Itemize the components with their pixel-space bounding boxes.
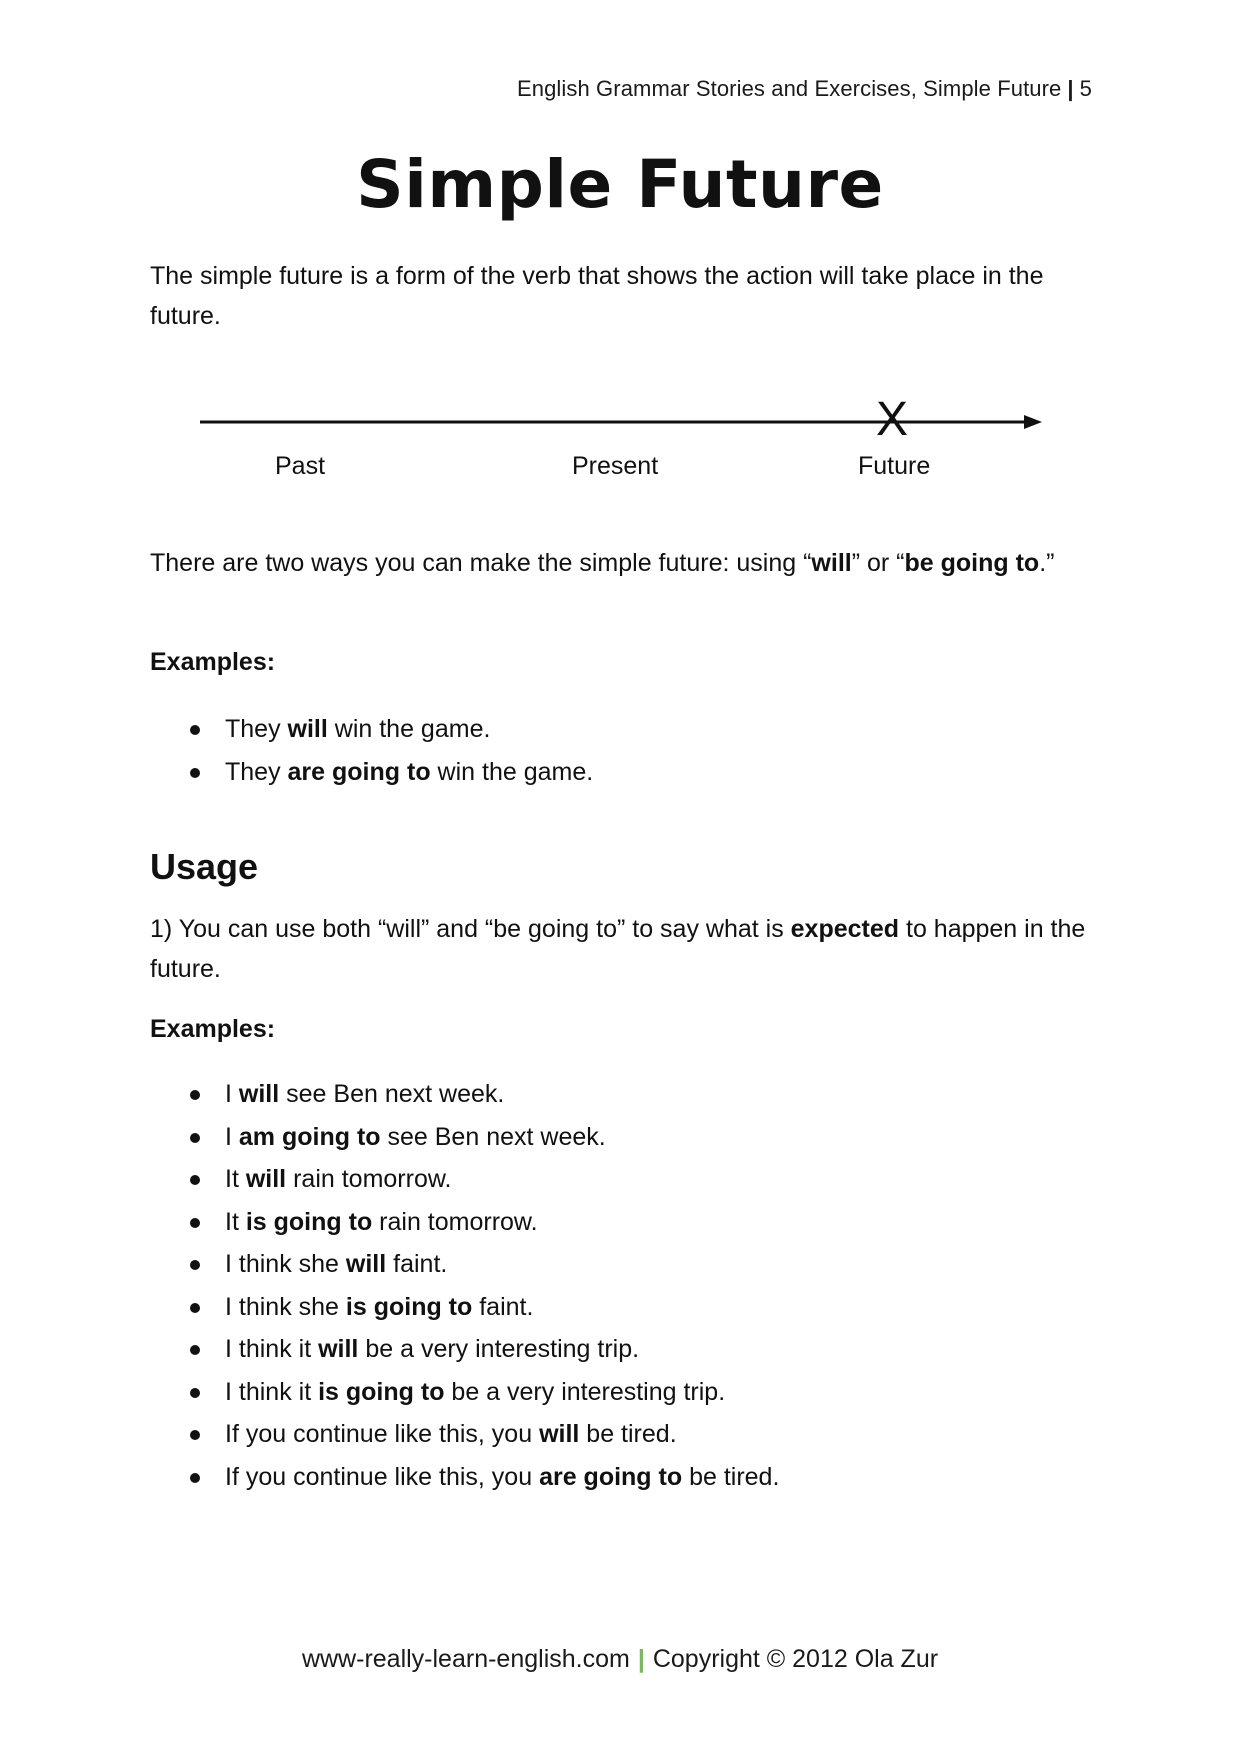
timeline-diagram [0, 390, 1240, 500]
examples-label: Examples: [150, 1015, 276, 1043]
page-header [517, 76, 1092, 102]
keyword-be-going-to: be going to [904, 549, 1040, 577]
timeline-label-present: Present [572, 452, 659, 480]
usage-paragraph: 1) You can use both “will” and “be going to” to say what is expected to happen in the future. [150, 915, 1086, 983]
list-item: It will rain tomorrow. [150, 1158, 779, 1201]
list-item: I think she will faint. [150, 1243, 779, 1286]
list-item: I think she is going to faint. [150, 1286, 779, 1329]
timeline-marker: X [876, 393, 909, 446]
list-item: They are going to win the game. [150, 751, 593, 794]
list-item: I am going to see Ben next week. [150, 1116, 779, 1159]
header-separator: | [1067, 76, 1074, 101]
list-item: I think it will be a very interesting trip. [150, 1328, 779, 1371]
intro-paragraph: The simple future is a form of the verb that shows the action will take place in the future. [150, 262, 1044, 330]
list-item: If you continue like this, you will be tired. [150, 1413, 779, 1456]
header-text: English Grammar Stories and Exercises, Simple Future [516, 76, 1062, 101]
page-number: 5 [1079, 76, 1092, 101]
list-item: I will see Ben next week. [150, 1073, 779, 1116]
timeline-label-future: Future [858, 452, 931, 480]
page-title: Simple Future [356, 146, 884, 223]
timeline-label-past: Past [275, 452, 326, 480]
examples-list-1 [150, 708, 593, 793]
page-footer [0, 1645, 1240, 1674]
list-item: If you continue like this, you are going to be tired. [150, 1456, 779, 1499]
examples-label: Examples: [150, 648, 276, 676]
footer-copyright: Copyright © 2012 Ola Zur [652, 1645, 939, 1673]
timeline-arrowhead [1024, 415, 1042, 429]
keyword-will: will [811, 549, 852, 577]
list-item: I think it is going to be a very interesting trip. [150, 1371, 779, 1414]
list-item: They will win the game. [150, 708, 593, 751]
usage-heading: Usage [150, 846, 259, 887]
footer-site-link[interactable]: www-really-learn-english.com [301, 1645, 630, 1673]
ways-paragraph: There are two ways you can make the simple future: using “will” or “be going to.” [150, 549, 1055, 577]
list-item: It is going to rain tomorrow. [150, 1201, 779, 1244]
keyword-expected: expected [790, 915, 900, 943]
examples-list-2 [150, 1073, 779, 1498]
footer-separator: | [637, 1645, 645, 1673]
